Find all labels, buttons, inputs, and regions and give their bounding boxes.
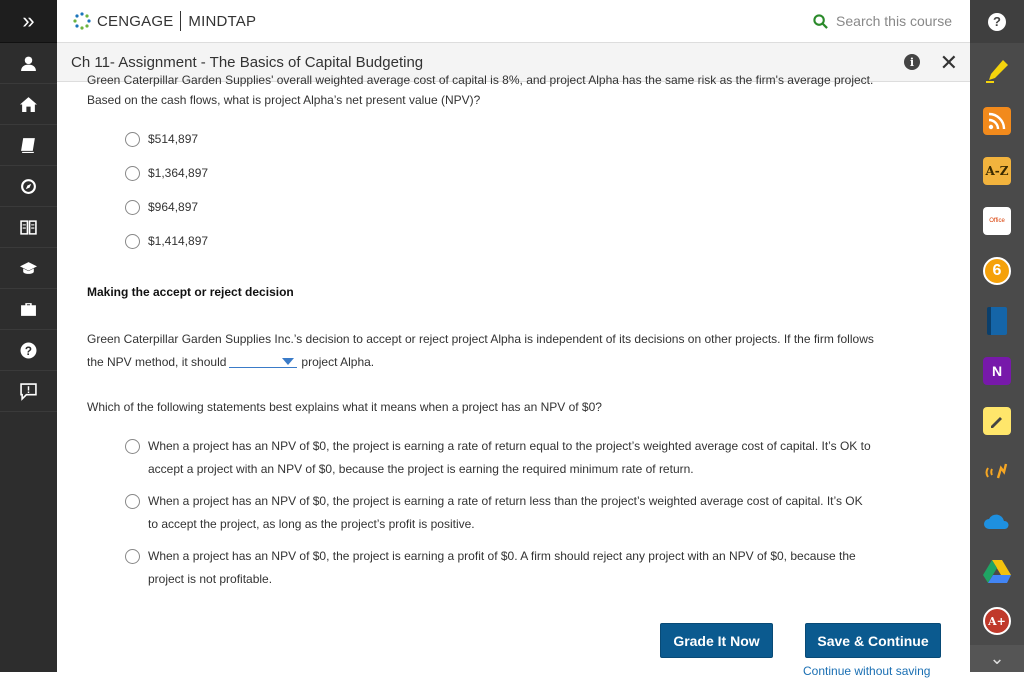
dock-app-glossary[interactable]	[982, 156, 1012, 186]
rss-icon	[983, 107, 1011, 135]
close-icon[interactable]: ✕	[939, 50, 958, 75]
option-label: $1,414,897	[148, 234, 209, 248]
option-label: $1,364,897	[148, 166, 209, 180]
brand-mindtap: MINDTAP	[188, 12, 257, 30]
option-label	[148, 435, 871, 481]
search-icon	[813, 14, 828, 29]
dock-app-notebook[interactable]	[982, 306, 1012, 336]
graduation-cap-icon	[20, 260, 37, 277]
dock-app-onenote[interactable]	[982, 356, 1012, 386]
compass-icon	[20, 178, 37, 195]
option-label	[148, 490, 863, 536]
briefcase-icon	[20, 301, 37, 318]
grade-it-now-button[interactable]: Grade It Now	[660, 623, 773, 658]
radio-button[interactable]	[125, 166, 140, 181]
onenote-icon: N	[983, 357, 1011, 385]
nav-learning[interactable]	[0, 248, 57, 289]
radio-button[interactable]	[125, 234, 140, 249]
radio-button[interactable]	[125, 439, 140, 454]
cengage-mindtap-logo[interactable]	[72, 11, 256, 31]
cut-off-text: Green Caterpillar Garden Supplies' overall weighted average cost of capital is 8%, and project Alpha has the same risk as the firm's average project.	[87, 73, 874, 87]
section-heading: Making the accept or reject decision	[87, 285, 294, 299]
glossary-icon: A-Z	[983, 157, 1011, 185]
option-line-2: to accept the project, as long as the project’s profit is positive.	[148, 517, 475, 531]
nav-profile[interactable]	[0, 43, 57, 84]
expand-nav-icon[interactable]: »	[0, 0, 57, 43]
radio-button[interactable]	[125, 549, 140, 564]
option-line-1: When a project has an NPV of $0, the project is earning a profit of $0. A firm should reject any project with an NPV of $0, because the	[148, 549, 856, 563]
decision-line-1: Green Caterpillar Garden Supplies Inc.’s decision to accept or reject project Alpha is independent of its decisions on other projects. If the firm follows	[87, 332, 874, 346]
dock-app-onedrive[interactable]	[982, 506, 1012, 536]
home-icon	[20, 96, 37, 113]
page-title: Ch 11- Assignment - The Basics of Capital Budgeting	[71, 53, 424, 71]
app-dock	[970, 0, 1024, 672]
decision-suffix: project Alpha.	[301, 355, 375, 369]
option-line-2: project is not profitable.	[148, 572, 273, 586]
brand-cengage: CENGAGE	[97, 12, 174, 30]
option-label	[148, 545, 856, 591]
dock-app-aplus[interactable]	[982, 606, 1012, 636]
google-drive-icon	[983, 558, 1011, 584]
open-book-icon	[20, 219, 37, 236]
dock-app-rss[interactable]	[982, 106, 1012, 136]
dock-app-google-drive[interactable]	[982, 556, 1012, 586]
decision-paragraph	[87, 328, 957, 374]
svg-text:?: ?	[24, 344, 33, 358]
dock-app-cengage-six[interactable]	[982, 256, 1012, 286]
npv-option[interactable]	[125, 230, 208, 253]
assignment-content	[57, 73, 970, 678]
six-icon: 6	[983, 257, 1011, 285]
save-continue-button[interactable]: Save & Continue	[805, 623, 941, 658]
highlighter-icon	[983, 57, 1011, 85]
question-icon	[20, 342, 37, 359]
nav-home[interactable]	[0, 84, 57, 125]
npv-question: Based on the cash flows, what is project Alpha’s net present value (NPV)?	[87, 93, 481, 107]
npv-option[interactable]	[125, 162, 208, 185]
dock-app-highlighter[interactable]	[982, 56, 1012, 86]
top-header	[57, 0, 970, 43]
nav-feedback[interactable]	[0, 371, 57, 412]
left-nav	[0, 0, 57, 672]
nav-ebook[interactable]	[0, 125, 57, 166]
option-line-1: When a project has an NPV of $0, the project is earning a rate of return equal to the project’s weighted average cost of capital. It’s OK to	[148, 439, 871, 453]
notebook-icon	[987, 307, 1007, 335]
accept-reject-dropdown[interactable]	[229, 354, 297, 368]
dock-app-notes[interactable]	[982, 406, 1012, 436]
dock-app-office[interactable]	[982, 206, 1012, 236]
dropdown-arrow-icon	[282, 358, 294, 365]
zero-npv-option[interactable]	[125, 435, 871, 481]
radio-button[interactable]	[125, 200, 140, 215]
nav-explore[interactable]	[0, 166, 57, 207]
help-icon: ?	[988, 13, 1006, 31]
decision-prefix: the NPV method, it should	[87, 355, 227, 369]
npv-option[interactable]	[125, 196, 198, 219]
info-icon[interactable]: i	[904, 54, 920, 70]
brand-separator	[180, 11, 181, 31]
decision-line-2	[87, 351, 957, 374]
npv-option[interactable]	[125, 128, 198, 151]
dock-app-readspeaker[interactable]	[982, 456, 1012, 486]
nav-course-book[interactable]	[0, 207, 57, 248]
cengage-logo-icon	[72, 11, 92, 31]
aplus-icon: A+	[983, 607, 1011, 635]
office-icon: Office	[983, 207, 1011, 235]
course-search[interactable]	[813, 13, 952, 29]
option-label: $514,897	[148, 132, 199, 146]
notes-icon	[983, 407, 1011, 435]
zero-npv-option[interactable]	[125, 545, 856, 591]
zero-npv-question: Which of the following statements best explains what it means when a project has an NPV of $0?	[87, 400, 602, 414]
user-icon	[20, 55, 37, 72]
dock-help-button[interactable]	[970, 0, 1024, 43]
option-line-2: accept a project with an NPV of $0, because the project is earning the required minimum rate of return.	[148, 462, 694, 476]
zero-npv-option[interactable]	[125, 490, 863, 536]
search-input[interactable]: Search this course	[836, 13, 952, 29]
book-icon	[20, 137, 37, 154]
radio-button[interactable]	[125, 494, 140, 509]
onedrive-icon	[982, 511, 1012, 531]
option-line-1: When a project has an NPV of $0, the project is earning a rate of return less than the project’s weighted average cost of capital. It’s OK	[148, 494, 863, 508]
continue-without-saving-link[interactable]: Continue without saving	[803, 664, 931, 678]
radio-button[interactable]	[125, 132, 140, 147]
option-label: $964,897	[148, 200, 199, 214]
nav-help[interactable]	[0, 330, 57, 371]
feedback-icon	[20, 383, 37, 400]
dock-scroll-down-icon[interactable]: ⌄	[970, 645, 1024, 672]
readspeaker-icon	[984, 458, 1010, 484]
nav-career[interactable]	[0, 289, 57, 330]
